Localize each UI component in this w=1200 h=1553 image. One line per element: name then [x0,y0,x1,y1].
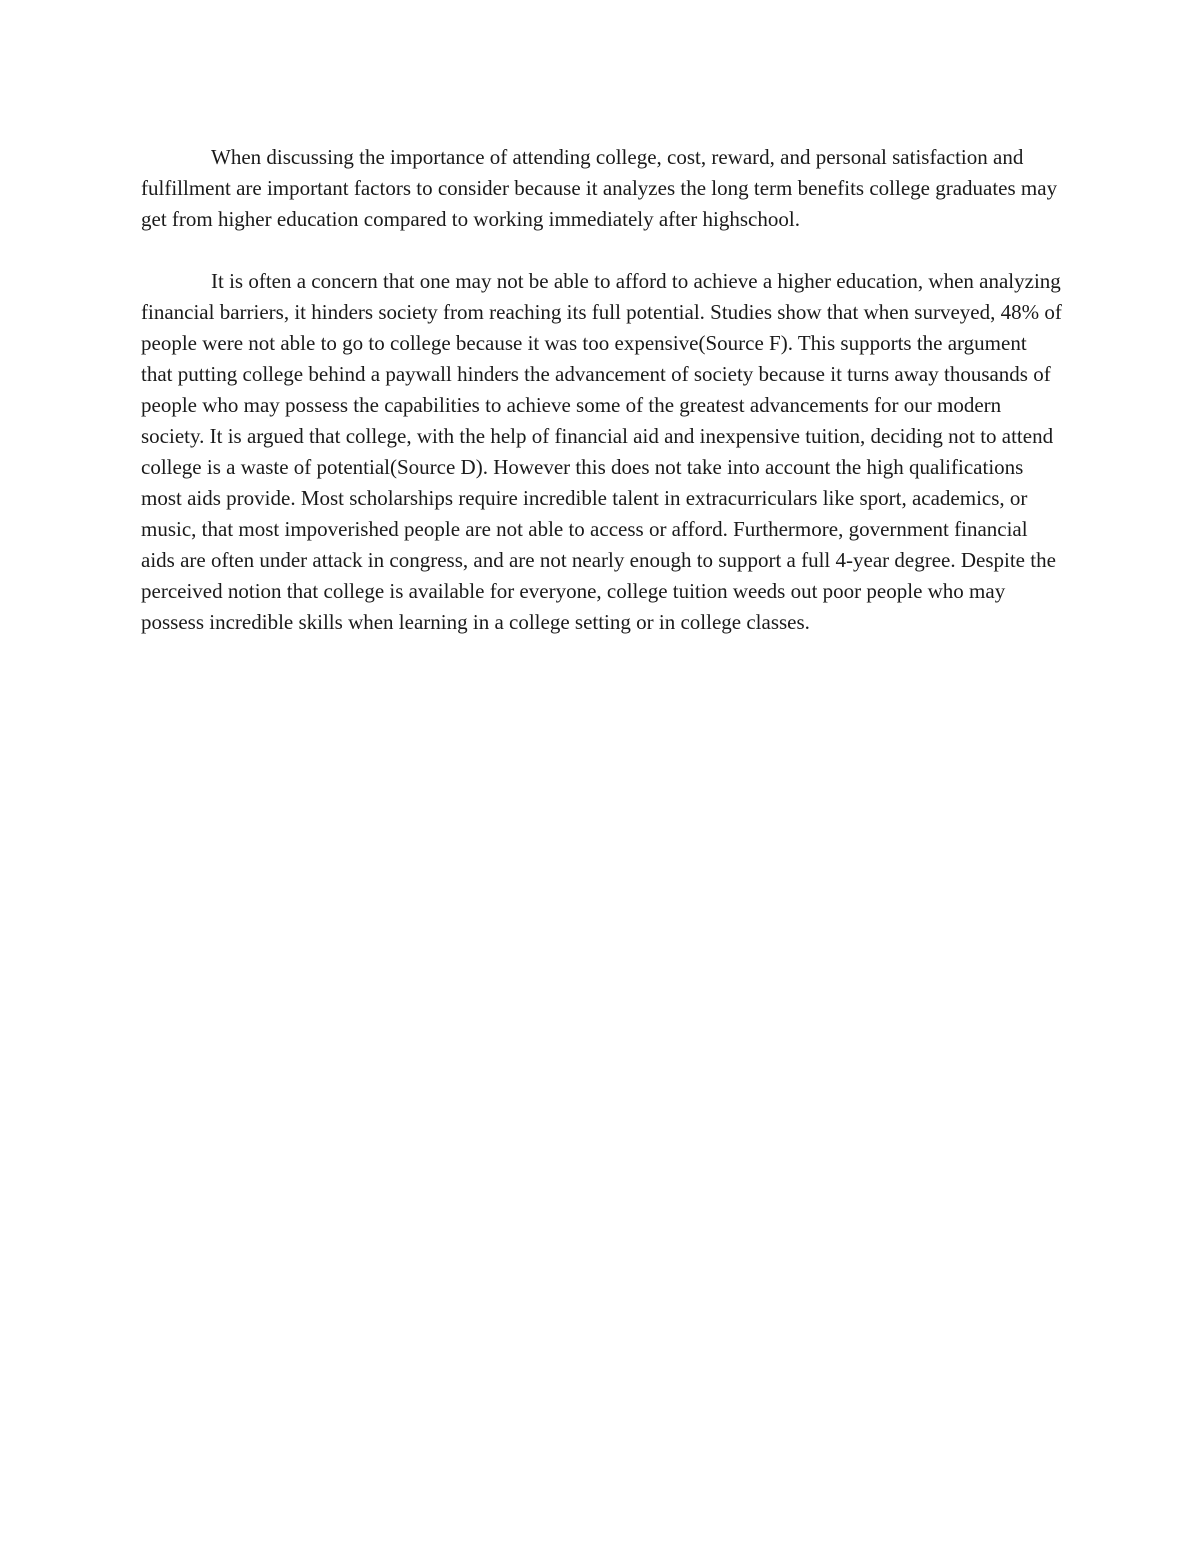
paragraph-financial-barriers: It is often a concern that one may not be able to afford to achieve a higher education, when analyzing financial barriers, it hinders society from reaching its full potential. Studies show that when surveyed, 48% of people were not able to go to college because it was too expensive(Source F). This supports the argument that putting college behind a paywall hinders the advancement of society because it turns away thousands of people who may possess the capabilities to achieve some of the greatest advancements for our modern society. It is argued that college, with the help of financial aid and inexpensive tuition, deciding not to attend college is a waste of potential(Source D). However this does not take into account the high qualifications most aids provide. Most scholarships require incredible talent in extracurriculars like sport, academics, or music, that most impoverished people are not able to access or afford. Furthermore, government financial aids are often under attack in congress, and are not nearly enough to support a full 4-year degree. Despite the perceived notion that college is available for everyone, college tuition weeds out poor people who may possess incredible skills when learning in a college setting or in college classes. [141,269,1062,634]
document-body [141,142,1063,669]
paragraph-intro: When discussing the importance of attending college, cost, reward, and personal satisfaction and fulfillment are important factors to consider because it analyzes the long term benefits college graduates may get from higher education compared to working immediately after highschool. [141,145,1058,231]
